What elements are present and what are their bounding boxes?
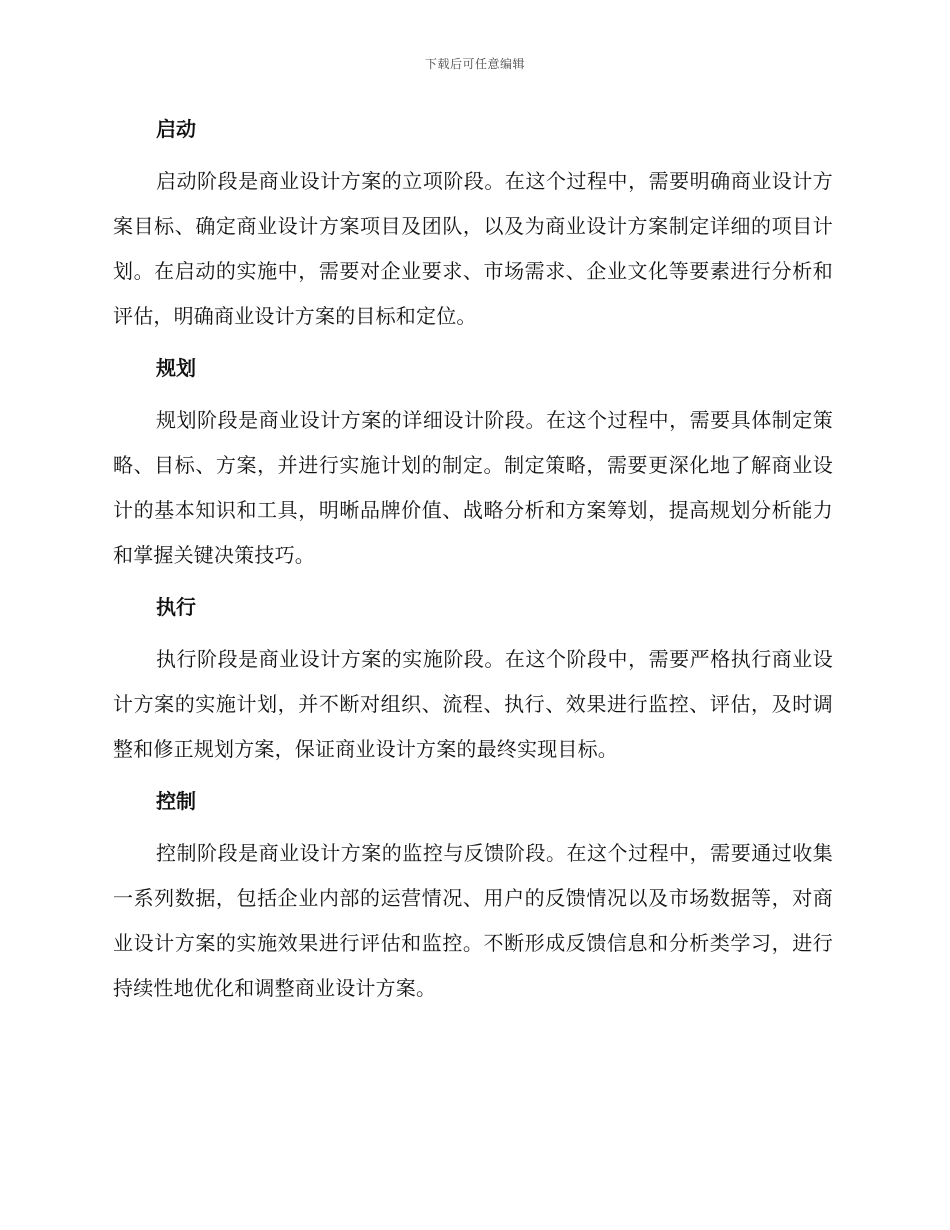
header-note: 下载后可任意编辑 [424,57,525,71]
section-title: 执行 [156,595,196,619]
section-paragraph: 启动阶段是商业设计方案的立项阶段。在这个过程中，需要明确商业设计方案目标、确定商业设计方案项目及团队，以及为商业设计方案制定详细的项目计划。在启动的实施中，需要对企业要求、市场需求、企业文化等要素进行分析和评估，明确商业设计方案的目标和定位。 [113,169,833,328]
section-planning [113,349,833,578]
section-launch [113,110,833,339]
section-paragraph: 规划阶段是商业设计方案的详细设计阶段。在这个过程中，需要具体制定策略、目标、方案，并进行实施计划的制定。制定策略，需要更深化地了解商业设计的基本知识和工具，明晰品牌价值、战略分析和方案筹划，提高规划分析能力和掌握关键决策技巧。 [113,408,833,567]
section-control [113,782,833,1011]
section-title: 规划 [156,356,196,380]
section-title: 控制 [156,789,196,813]
section-paragraph: 执行阶段是商业设计方案的实施阶段。在这个阶段中，需要严格执行商业设计方案的实施计划，并不断对组织、流程、执行、效果进行监控、评估，及时调整和修正规划方案，保证商业设计方案的最终实现目标。 [113,647,833,761]
section-paragraph: 控制阶段是商业设计方案的监控与反馈阶段。在这个过程中，需要通过收集一系列数据，包括企业内部的运营情况、用户的反馈情况以及市场数据等，对商业设计方案的实施效果进行评估和监控。不断形成反馈信息和分析类学习，进行持续性地优化和调整商业设计方案。 [113,841,833,1000]
section-title: 启动 [156,117,196,141]
section-execution [113,588,833,772]
document-body [113,110,833,1021]
